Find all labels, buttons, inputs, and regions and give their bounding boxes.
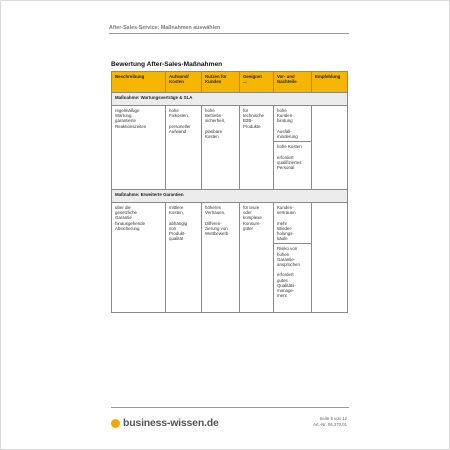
- header-divider: [109, 33, 349, 34]
- group-heading: Maßnahme: Erweiterte Garantien: [112, 190, 348, 203]
- table-row: [112, 203, 348, 313]
- logo-dot-icon: [111, 419, 120, 428]
- cell-pros-cons: [274, 203, 312, 313]
- page-info: [313, 416, 347, 428]
- cell-benefit: hohe Betriebs- sicherheit, planbare Kosten: [202, 106, 240, 190]
- column-header-recommendation: Empfehlung: [312, 72, 348, 93]
- footer-divider: [111, 407, 349, 408]
- group-heading-row: [112, 93, 348, 106]
- cell-effort: mittlere Kosten, abhängig von Produkt- qualität: [166, 203, 202, 313]
- table-row: [112, 106, 348, 190]
- column-header-pros-cons: Vor- und Nachteile: [274, 72, 312, 93]
- column-header-benefit: Nutzen für Kunden: [202, 72, 240, 93]
- cell-pros-cons: [274, 106, 312, 190]
- cell-pros: hohe Kunden- bindung Ausfall- minderung: [277, 108, 298, 140]
- cell-recommendation: [312, 106, 348, 190]
- cell-cons: Risiko von hohen Garantie- ansprüchen erfordert gutes Qualitäts- manage- ment: [274, 243, 311, 300]
- page-number: Seite 5 von 12: [319, 416, 347, 421]
- group-heading: Maßnahme: Wartungsverträge & SLA: [112, 93, 348, 106]
- cell-suitable: für teure oder komplexe Konsum- güter: [240, 203, 274, 313]
- article-number: Art.-Nr. 06.270.01: [313, 422, 347, 427]
- cell-suitable: für technische B2B- Produkte: [240, 106, 274, 190]
- cell-recommendation: [312, 203, 348, 313]
- brand-name: business-wissen.de: [123, 417, 219, 429]
- column-header-effort: Aufwand/ Kosten: [166, 72, 202, 93]
- group-heading-row: [112, 190, 348, 203]
- column-header-suitable: Geeignet ...: [240, 72, 274, 93]
- cell-cons: hohe Kosten erfordert qualifiziertes Personal: [274, 141, 311, 172]
- cell-effort: hohe Fixkosten, personeller Aufwand: [166, 106, 202, 190]
- evaluation-table: [111, 71, 348, 313]
- brand-logo: [111, 417, 219, 429]
- column-header-description: Beschreibung: [112, 72, 166, 93]
- section-title: Bewertung After-Sales-Maßnahmen: [111, 61, 223, 68]
- cell-benefit: höheres Vertrauen, Differen- zierung von Wettbewerb: [202, 203, 240, 313]
- table-header-row: [112, 72, 348, 93]
- cell-description: regelmäßige Wartung, garantierte Reaktionszeiten: [112, 106, 166, 190]
- document-header-title: After-Sales-Service: Maßnahmen auswählen: [109, 25, 221, 31]
- cell-pros: Kunden- vertrauen mehr Wieder- holungs- käufe: [277, 205, 296, 242]
- cell-description: über die gesetzliche Garantie hinausgehende Absicherung: [112, 203, 166, 313]
